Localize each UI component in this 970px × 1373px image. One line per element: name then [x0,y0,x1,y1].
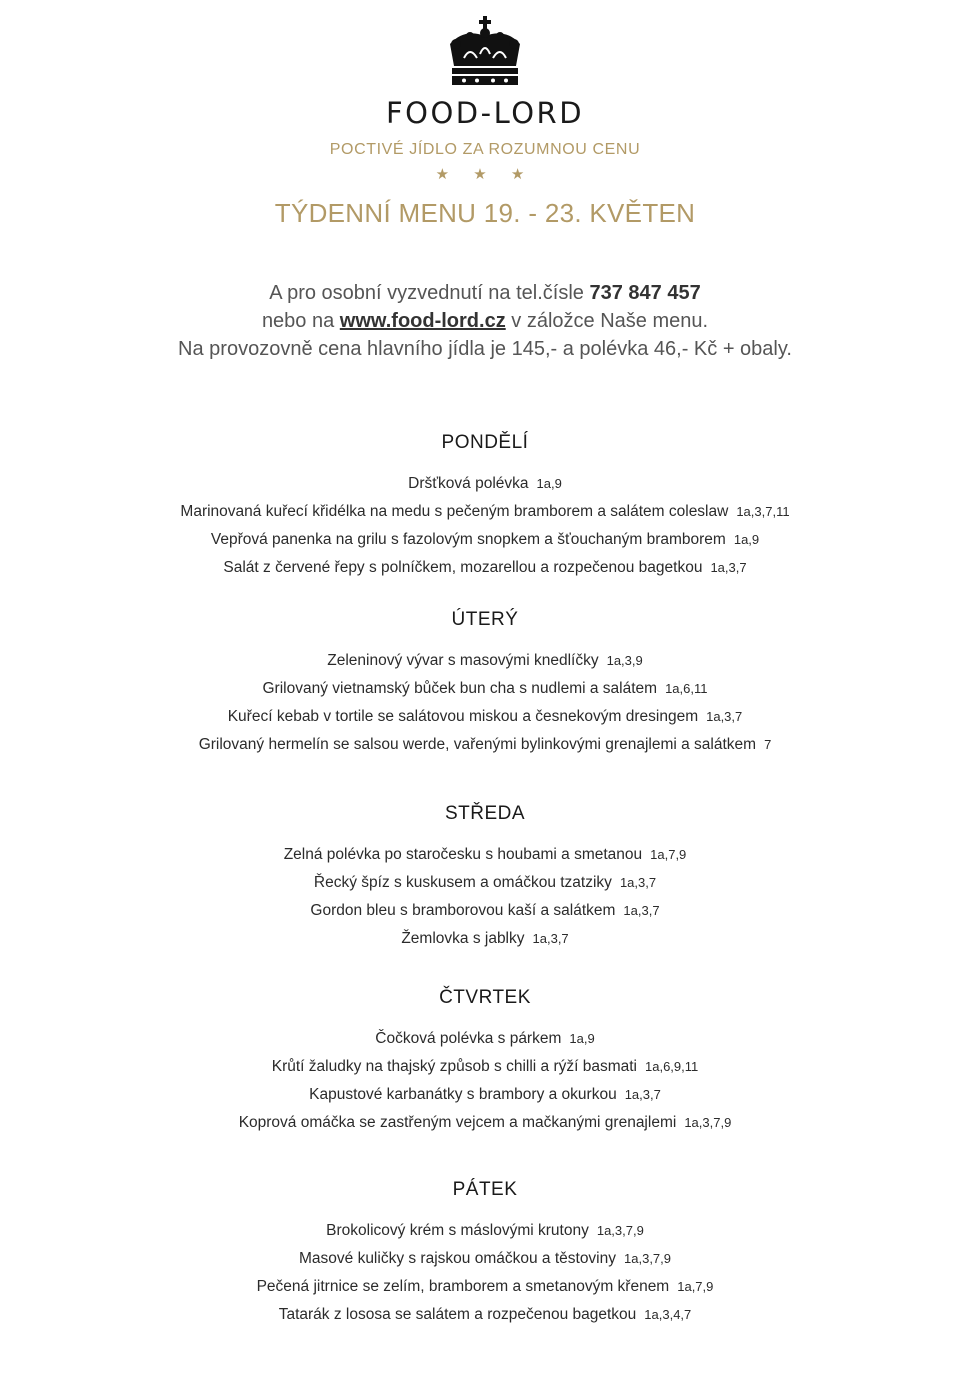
day-section [0,984,970,1137]
dish-allergens: 1a,6,11 [665,681,708,696]
dish-allergens: 1a,3,7,11 [736,504,790,519]
intro-line-1 [0,279,970,307]
day-heading: ČTVRTEK [439,987,531,1008]
day-heading: ÚTERÝ [451,609,519,630]
dish-allergens: 1a,6,9,11 [645,1059,699,1074]
day-section [0,606,970,759]
dish-item [0,731,970,759]
dish-item [0,1301,970,1329]
dish-item [0,1273,970,1301]
dish-item [0,1081,970,1109]
dish-item [0,897,970,925]
dish-name: Marinovaná kuřecí křidélka na medu s pečeným bramborem a salátem coleslaw [180,503,729,520]
dish-name: Tatarák z lososa se salátem a rozpečenou bagetkou [278,1306,637,1323]
dish-allergens: 1a,3,7 [623,903,660,918]
intro-line-3: Na provozovně cena hlavního jídla je 145,- a polévka 46,- Kč + obaly. [178,338,792,360]
dish-name: Kuřecí kebab v tortile se salátovou miskou a česnekovým dresingem [227,708,699,725]
intro-text [0,279,970,363]
dish-allergens: 1a,3,7 [710,560,747,575]
dish-name: Vepřová panenka na grilu s fazolovým snopkem a šťouchaným bramborem [210,531,726,548]
dish-allergens: 1a,3,7,9 [624,1251,672,1266]
dish-allergens: 1a,3,7 [706,709,743,724]
brand-tagline: POCTIVÉ JÍDLO ZA ROZUMNOU CENU [329,141,641,158]
dish-allergens: 1a,3,7 [619,875,657,890]
intro-line-1-text: A pro osobní vyzvednutí na tel.čísle [269,282,590,304]
website-link[interactable]: www.food-lord.cz [339,310,506,332]
dish-name: Řecký špíz s kuskusem a omáčkou tzatziky [313,874,612,891]
dish-allergens: 1a,9 [536,476,562,491]
dish-item [0,647,970,675]
dish-allergens: 1a,3,7,9 [684,1115,732,1130]
dish-item [0,554,970,582]
dish-allergens: 1a,3,9 [606,653,643,668]
dish-name: Zeleninový vývar s masovými knedlíčky [327,652,599,669]
intro-line-2-prefix: nebo na [261,310,340,332]
dish-allergens: 1a,3,7 [624,1087,661,1102]
dish-allergens: 1a,7,9 [650,847,687,862]
dish-name: Zelná polévka po staročesku s houbami a smetanou [283,846,643,863]
dish-name: Kapustové karbanátky s brambory a okurkou [309,1086,617,1103]
dish-allergens: 1a,3,7 [532,931,569,946]
dish-item [0,925,970,953]
dish-name: Čočková polévka s párkem [375,1030,562,1047]
dish-allergens: 1a,3,7,9 [596,1223,644,1238]
dish-allergens: 7 [764,737,772,752]
dish-name: Brokolicový krém s máslovými krutony [326,1222,589,1239]
dish-allergens: 1a,9 [569,1031,595,1046]
dish-item [0,1217,970,1245]
dish-name: Salát z červené řepy s polníčkem, mozarellou a rozpečenou bagetkou [223,559,703,576]
week-title: TÝDENNÍ MENU 19. - 23. KVĚTEN [274,198,696,228]
dish-allergens: 1a,9 [733,532,760,547]
dish-item [0,1053,970,1081]
dish-name: Masové kuličky s rajskou omáčkou a těstoviny [298,1250,617,1267]
dish-name: Gordon bleu s bramborovou kaší a salátkem [310,902,616,919]
day-heading: PONDĚLÍ [441,432,529,453]
dish-name: Koprová omáčka se zastřeným vejcem a mačkanými grenajlemi [238,1114,677,1131]
dish-name: Pečená jitrnice se zelím, bramborem a smetanovým křenem [256,1278,670,1295]
stars-decoration: ★ ★ ★ [435,166,535,183]
dish-item [0,703,970,731]
brand-name: FOOD-LORD [385,96,585,130]
dish-item [0,498,970,526]
intro-line-2-suffix: v záložce Naše menu. [505,310,709,332]
dish-item [0,1025,970,1053]
dish-item [0,1109,970,1137]
dish-name: Grilovaný vietnamský bůček bun cha s nudlemi a salátem [262,680,658,697]
day-heading: STŘEDA [444,803,526,824]
dish-item [0,675,970,703]
crown-icon [444,14,526,88]
dish-name: Žemlovka s jablky [401,930,525,947]
dish-name: Dršťková polévka [408,475,529,492]
intro-line-2 [0,307,970,335]
dish-name: Krůtí žaludky na thajský způsob s chilli a rýží basmati [271,1058,637,1075]
dish-item [0,526,970,554]
dish-item [0,470,970,498]
day-section [0,800,970,953]
day-section [0,429,970,582]
dish-name: Grilovaný hermelín se salsou werde, vařenými bylinkovými grenajlemi a salátkem [198,736,757,753]
dish-allergens: 1a,7,9 [677,1279,714,1294]
dish-allergens: 1a,3,4,7 [644,1307,692,1322]
phone-number: 737 847 457 [589,282,701,304]
dish-item [0,869,970,897]
dish-item [0,1245,970,1273]
day-heading: PÁTEK [452,1179,518,1200]
dish-item [0,841,970,869]
day-section [0,1176,970,1329]
